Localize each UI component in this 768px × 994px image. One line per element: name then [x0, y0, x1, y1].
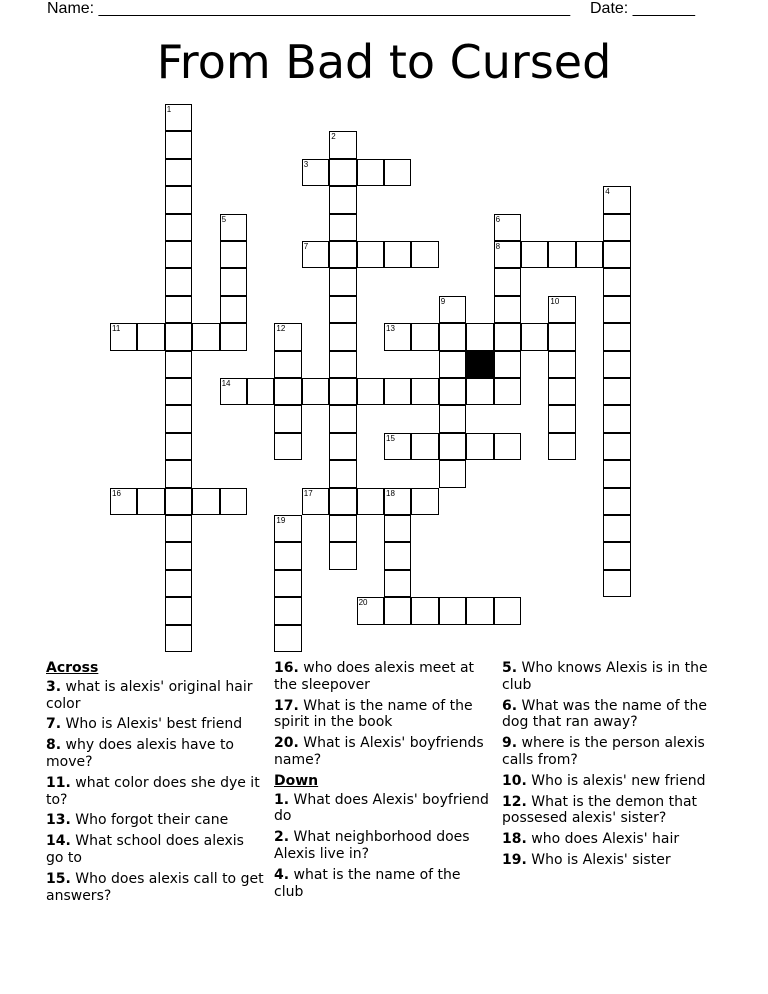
grid-cell[interactable] — [110, 488, 137, 515]
clue-number: 9. — [502, 735, 518, 752]
grid-cell[interactable] — [165, 131, 192, 158]
grid-cell[interactable] — [466, 597, 493, 624]
grid-cell[interactable] — [165, 104, 192, 131]
grid-cell[interactable] — [384, 542, 411, 569]
grid-cell[interactable] — [603, 433, 630, 460]
grid-cell[interactable] — [165, 515, 192, 542]
cell-number: 4 — [605, 187, 610, 197]
grid-cell[interactable] — [329, 241, 356, 268]
clue-text: Who is Alexis' best friend — [65, 716, 243, 733]
grid-cell[interactable] — [603, 570, 630, 597]
down-heading: Down — [274, 772, 319, 789]
grid-cell[interactable] — [220, 268, 247, 295]
clue-across-3 — [46, 679, 264, 713]
grid-cell[interactable] — [494, 241, 521, 268]
grid-cell[interactable] — [384, 488, 411, 515]
clue-text: Who is alexis' new friend — [531, 772, 706, 789]
grid-cell[interactable] — [548, 241, 575, 268]
grid-cell[interactable] — [274, 597, 301, 624]
clue-across-11 — [46, 775, 264, 809]
clue-down-1 — [274, 792, 492, 826]
grid-cell[interactable] — [494, 597, 521, 624]
clue-across-13 — [46, 812, 264, 829]
grid-cell[interactable] — [329, 515, 356, 542]
grid-cell[interactable] — [576, 241, 603, 268]
grid-cell[interactable] — [137, 323, 164, 350]
grid-cell[interactable] — [274, 378, 301, 405]
grid-cell[interactable] — [357, 488, 384, 515]
grid-cell[interactable] — [603, 268, 630, 295]
grid-cell[interactable] — [274, 351, 301, 378]
grid-cell[interactable] — [384, 378, 411, 405]
clue-text: where is the person alexis calls from? — [502, 735, 705, 768]
cell-number: 16 — [112, 488, 121, 498]
grid-cell[interactable] — [329, 296, 356, 323]
grid-cell[interactable] — [220, 488, 247, 515]
grid-cell[interactable] — [603, 378, 630, 405]
grid-cell[interactable] — [357, 159, 384, 186]
grid-cell[interactable] — [165, 542, 192, 569]
clue-number: 17. — [274, 697, 299, 714]
grid-cell[interactable] — [548, 433, 575, 460]
clue-text: what is the name of the club — [274, 866, 461, 900]
clue-text: who does Alexis' hair — [531, 831, 680, 848]
grid-cell[interactable] — [357, 597, 384, 624]
clue-text: Who does alexis call to get answers? — [46, 870, 264, 904]
clue-text: Who knows Alexis is in the club — [502, 660, 708, 693]
cell-number: 20 — [358, 598, 368, 608]
grid-cell[interactable] — [603, 460, 630, 487]
grid-cell[interactable] — [521, 323, 548, 350]
grid-cell[interactable] — [439, 351, 466, 378]
grid-cell[interactable] — [165, 570, 192, 597]
cell-number: 17 — [303, 488, 313, 498]
grid-cell[interactable] — [494, 268, 521, 295]
clue-down-6 — [502, 698, 720, 732]
clue-text: What is Alexis' boyfriends name? — [274, 735, 484, 768]
grid-cell[interactable] — [110, 323, 137, 350]
clue-down-12 — [502, 794, 720, 828]
grid-cell[interactable] — [302, 241, 329, 268]
grid-cell[interactable] — [247, 378, 274, 405]
cell-number: 14 — [221, 379, 231, 388]
clue-text: Who is Alexis' sister — [531, 851, 671, 868]
grid-cell[interactable] — [220, 214, 247, 241]
clue-across-17 — [274, 698, 492, 732]
clue-number: 2. — [274, 829, 290, 846]
grid-cell[interactable] — [329, 378, 356, 405]
grid-cell[interactable] — [329, 131, 356, 158]
grid-cell[interactable] — [329, 186, 356, 213]
grid-cell[interactable] — [165, 296, 192, 323]
grid-cell[interactable] — [165, 351, 192, 378]
grid-cell[interactable] — [165, 323, 192, 350]
clue-across-8 — [46, 737, 264, 771]
grid-cell[interactable] — [548, 323, 575, 350]
clue-down-10 — [502, 773, 720, 790]
cell-number: 7 — [303, 242, 309, 251]
grid-cell[interactable] — [274, 542, 301, 569]
clue-number: 6. — [502, 697, 518, 714]
grid-cell[interactable] — [220, 296, 247, 323]
grid-cell[interactable] — [165, 488, 192, 515]
clue-down-19 — [502, 852, 720, 869]
grid-cell[interactable] — [165, 405, 192, 432]
clue-number: 15. — [46, 870, 71, 887]
grid-cell[interactable] — [548, 296, 575, 323]
clue-text: What school does alexis go to — [46, 833, 244, 866]
cell-number: 18 — [386, 488, 395, 498]
grid-cell[interactable] — [329, 323, 356, 350]
grid-cell[interactable] — [384, 570, 411, 597]
clue-text: what is alexis' original hair color — [46, 678, 253, 712]
grid-cell[interactable] — [165, 597, 192, 624]
cell-number: 5 — [221, 214, 227, 224]
grid-cell[interactable] — [603, 488, 630, 515]
grid-cell[interactable] — [384, 241, 411, 268]
clue-text: What does Alexis' boyfriend do — [274, 791, 489, 825]
grid-cell[interactable] — [384, 433, 411, 460]
cell-number: 13 — [386, 324, 395, 334]
grid-cell[interactable] — [165, 186, 192, 213]
clue-across-7 — [46, 716, 264, 733]
page-title: From Bad to Cursed — [156, 35, 612, 89]
clue-number: 11. — [46, 774, 71, 791]
cell-number: 8 — [495, 242, 501, 251]
grid-cell[interactable] — [603, 405, 630, 432]
clue-number: 16. — [274, 660, 299, 676]
clue-number: 13. — [46, 812, 71, 829]
clue-across-15 — [46, 871, 264, 905]
grid-cell[interactable] — [411, 378, 438, 405]
grid-cell[interactable] — [384, 597, 411, 624]
clue-text: why does alexis have to move? — [46, 737, 234, 770]
grid-cell[interactable] — [329, 268, 356, 295]
grid-cell[interactable] — [329, 159, 356, 186]
clues-column-3 — [502, 660, 720, 873]
clue-number: 18. — [502, 831, 527, 848]
grid-cell[interactable] — [165, 625, 192, 652]
across-heading: Across — [46, 660, 99, 676]
grid-cell[interactable] — [384, 159, 411, 186]
grid-cell[interactable] — [220, 378, 247, 405]
grid-cell[interactable] — [466, 433, 493, 460]
grid-cell[interactable] — [384, 323, 411, 350]
clue-number: 4. — [274, 866, 290, 883]
grid-cell[interactable] — [329, 214, 356, 241]
cell-number: 1 — [166, 105, 172, 114]
grid-cell[interactable] — [439, 405, 466, 432]
clue-text: What is the demon that possesed alexis' sister? — [502, 793, 698, 827]
grid-cell[interactable] — [220, 241, 247, 268]
grid-cell[interactable] — [603, 214, 630, 241]
grid-cell[interactable] — [274, 625, 301, 652]
clue-number: 3. — [46, 678, 62, 695]
cell-number: 11 — [112, 324, 121, 334]
clue-number: 12. — [502, 793, 527, 810]
cell-number: 6 — [495, 214, 501, 224]
clues-column-1 — [46, 660, 264, 908]
grid-cell[interactable] — [603, 515, 630, 542]
grid-cell[interactable] — [439, 597, 466, 624]
grid-cell[interactable] — [165, 268, 192, 295]
clue-number: 14. — [46, 833, 71, 850]
grid-cell[interactable] — [302, 488, 329, 515]
cell-number: 19 — [276, 516, 286, 525]
grid-cell[interactable] — [192, 323, 219, 350]
grid-cell[interactable] — [165, 159, 192, 186]
grid-cell[interactable] — [603, 351, 630, 378]
clue-text: who does alexis meet at the sleepover — [274, 660, 475, 693]
clue-number: 1. — [274, 791, 290, 808]
clue-down-4 — [274, 867, 492, 901]
cell-number: 15 — [386, 433, 395, 443]
clue-text: What was the name of the dog that ran away? — [502, 697, 708, 731]
grid-cell[interactable] — [192, 488, 219, 515]
grid-cell[interactable] — [357, 378, 384, 405]
clue-number: 7. — [46, 716, 62, 733]
grid-cell[interactable] — [274, 405, 301, 432]
grid-cell[interactable] — [302, 378, 329, 405]
grid-cell[interactable] — [439, 323, 466, 350]
grid-cell[interactable] — [466, 323, 493, 350]
grid-cell[interactable] — [494, 351, 521, 378]
clue-across-16 — [274, 660, 492, 694]
grid-cell[interactable] — [137, 488, 164, 515]
clue-down-2 — [274, 829, 492, 863]
grid-cell[interactable] — [494, 214, 521, 241]
grid-cell[interactable] — [329, 405, 356, 432]
grid-cell[interactable] — [494, 433, 521, 460]
clue-text: What is the name of the spirit in the book — [274, 697, 473, 731]
grid-cell[interactable] — [329, 433, 356, 460]
clue-across-20 — [274, 735, 492, 769]
grid-cell[interactable] — [439, 460, 466, 487]
grid-cell[interactable] — [603, 323, 630, 350]
grid-cell[interactable] — [411, 323, 438, 350]
clue-number: 19. — [502, 851, 527, 868]
grid-cell[interactable] — [165, 241, 192, 268]
grid-cell[interactable] — [165, 214, 192, 241]
black-cell — [466, 351, 493, 378]
grid-cell[interactable] — [548, 351, 575, 378]
grid-cell[interactable] — [548, 378, 575, 405]
cell-number: 2 — [331, 132, 336, 142]
grid-cell[interactable] — [603, 296, 630, 323]
grid-cell[interactable] — [603, 241, 630, 268]
grid-cell[interactable] — [603, 542, 630, 569]
grid-cell[interactable] — [494, 323, 521, 350]
clue-text: Who forgot their cane — [75, 812, 229, 829]
grid-cell[interactable] — [384, 515, 411, 542]
cell-number: 3 — [303, 159, 309, 169]
grid-cell[interactable] — [274, 433, 301, 460]
grid-cell[interactable] — [439, 433, 466, 460]
grid-cell[interactable] — [165, 460, 192, 487]
grid-cell[interactable] — [466, 378, 493, 405]
grid-cell[interactable] — [329, 542, 356, 569]
name-line: Name: _____________________________________________________ — [47, 0, 571, 17]
grid-cell[interactable] — [329, 460, 356, 487]
grid-cell[interactable] — [165, 433, 192, 460]
clue-number: 20. — [274, 735, 299, 752]
clue-down-18 — [502, 831, 720, 848]
grid-cell[interactable] — [411, 597, 438, 624]
grid-cell[interactable] — [302, 159, 329, 186]
clue-number: 10. — [502, 772, 527, 789]
clues-column-2 — [274, 660, 492, 904]
cell-number: 9 — [440, 296, 446, 306]
grid-cell[interactable] — [357, 241, 384, 268]
grid-cell[interactable] — [411, 488, 438, 515]
cell-number: 12 — [276, 324, 286, 334]
grid-cell[interactable] — [603, 186, 630, 213]
grid-cell[interactable] — [220, 323, 247, 350]
date-line: Date: _______ — [590, 0, 695, 17]
grid-cell[interactable] — [494, 296, 521, 323]
clue-text: What neighborhood does Alexis live in? — [274, 829, 470, 862]
grid-cell[interactable] — [439, 296, 466, 323]
grid-cell[interactable] — [411, 241, 438, 268]
clue-text: what color does she dye it to? — [46, 774, 260, 808]
grid-cell[interactable] — [329, 351, 356, 378]
grid-cell[interactable] — [274, 515, 301, 542]
clue-number: 5. — [502, 660, 518, 676]
cell-number: 10 — [550, 296, 560, 306]
clue-across-14 — [46, 833, 264, 867]
grid-cell[interactable] — [274, 323, 301, 350]
grid-cell[interactable] — [329, 488, 356, 515]
grid-cell[interactable] — [165, 378, 192, 405]
clue-down-9 — [502, 735, 720, 769]
grid-cell[interactable] — [494, 378, 521, 405]
grid-cell[interactable] — [548, 405, 575, 432]
grid-cell[interactable] — [439, 378, 466, 405]
clue-down-5 — [502, 660, 720, 694]
grid-cell[interactable] — [274, 570, 301, 597]
clue-number: 8. — [46, 737, 62, 754]
grid-cell[interactable] — [521, 241, 548, 268]
grid-cell[interactable] — [411, 433, 438, 460]
